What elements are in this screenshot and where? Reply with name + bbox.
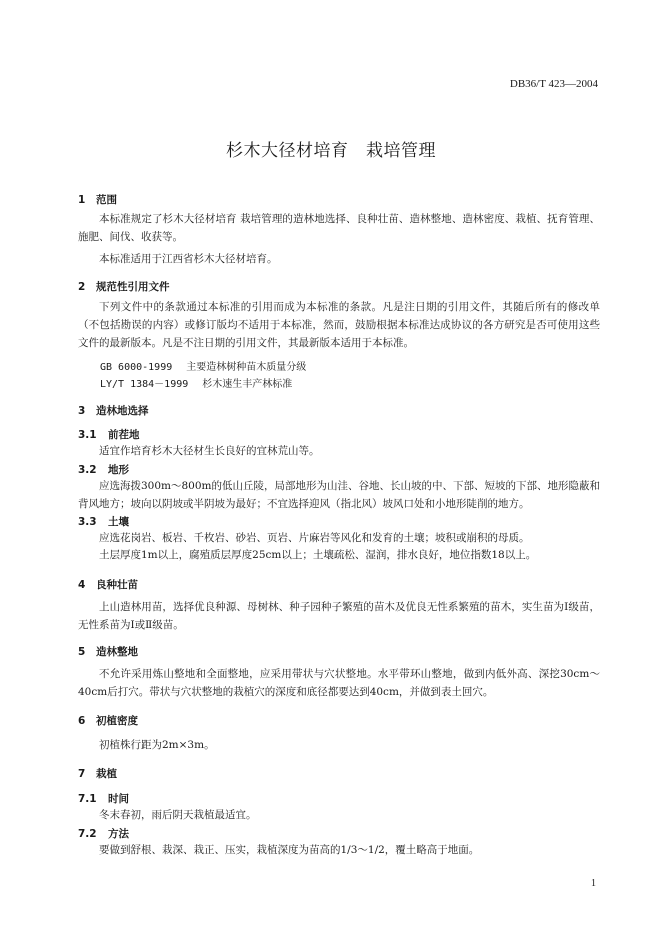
section-number: 1 bbox=[78, 194, 86, 206]
subsection-title: 土壤 bbox=[108, 516, 129, 528]
reference-code: GB 6000-1999 bbox=[100, 362, 173, 373]
subsection-3-1-heading bbox=[78, 427, 140, 442]
section-title: 造林地选择 bbox=[96, 405, 149, 417]
section-title: 造林整地 bbox=[96, 646, 138, 658]
section-number: 2 bbox=[78, 281, 86, 293]
subsection-3-1-paragraph: 适宜作培育杉木大径材生长良好的宜林荒山等。 bbox=[99, 445, 320, 457]
subsection-number: 3.1 bbox=[78, 429, 97, 441]
section-title: 初植密度 bbox=[96, 715, 138, 727]
section-6-heading bbox=[78, 713, 138, 728]
subsection-title: 前茬地 bbox=[108, 429, 140, 441]
reference-title: 杉木速生丰产林标准 bbox=[202, 379, 293, 390]
subsection-7-1-paragraph: 冬末春初，雨后阴天栽植最适宜。 bbox=[99, 809, 257, 821]
subsection-number: 7.1 bbox=[78, 793, 97, 805]
section-title: 良种壮苗 bbox=[96, 579, 138, 591]
reference-item bbox=[100, 358, 306, 373]
subsection-3-3-paragraph-2: 土层厚度1m以上，腐殖质层厚度25cm以上；土壤疏松、湿润，排水良好，地位指数18以上。 bbox=[99, 549, 537, 561]
subsection-number: 3.2 bbox=[78, 464, 97, 476]
subsection-title: 时间 bbox=[108, 793, 129, 805]
subsection-number: 7.2 bbox=[78, 828, 97, 840]
subsection-3-2-paragraph: 应选海拨300m～800m的低山丘陵，局部地形为山洼、谷地、长山坡的中、下部、短坡的下部、地形隐蔽和背风地方；坡向以阴坡或半阴坡为最好；不宜选择迎风（指北风）坡风口处和小地形陡削的地方。 bbox=[78, 480, 600, 510]
subsection-3-2-heading bbox=[78, 462, 129, 477]
section-number: 6 bbox=[78, 715, 86, 727]
section-5-paragraph-1: 不允许采用炼山整地和全面整地，应采用带状与穴状整地。水平带环山整地，做到内低外高、深挖30cm～40cm后打穴。带状与穴状整地的栽植穴的深度和底径都要达到40cm，并做到表土回穴。 bbox=[78, 668, 600, 698]
subsection-7-1-heading bbox=[78, 791, 129, 806]
section-4-heading bbox=[78, 577, 138, 592]
section-title: 范围 bbox=[96, 194, 117, 206]
section-4-paragraph-1: 上山造林用苗，选择优良种源、母树林、种子园种子繁殖的苗木及优良无性系繁殖的苗木，实生苗为Ⅰ级苗，无性系苗为Ⅰ或Ⅱ级苗。 bbox=[78, 601, 600, 631]
section-number: 5 bbox=[78, 646, 86, 658]
reference-code: LY/T 1384－1999 bbox=[100, 379, 189, 390]
section-number: 7 bbox=[78, 768, 86, 780]
reference-item bbox=[100, 375, 292, 390]
section-7-heading bbox=[78, 766, 117, 781]
section-number: 4 bbox=[78, 579, 86, 591]
subsection-3-3-heading bbox=[78, 514, 129, 529]
subsection-3-3-paragraph-1: 应选花岗岩、板岩、千枚岩、砂岩、页岩、片麻岩等风化和发育的土壤；坡积或崩积的母质。 bbox=[99, 532, 530, 544]
document-title: 杉木大径材培育 栽培管理 bbox=[226, 141, 436, 161]
subsection-number: 3.3 bbox=[78, 516, 97, 528]
section-1-paragraph-1: 本标准规定了杉木大径材培育 栽培管理的造林地选择、良种壮苗、造林整地、造林密度、栽植、抚育管理、施肥、间伐、收获等。 bbox=[78, 213, 600, 243]
section-2-paragraph-1: 下列文件中的条款通过本标准的引用而成为本标准的条款。凡是注日期的引用文件，其随后所有的修改单（不包括勘误的内容）或修订版均不适用于本标准，然而，鼓励根据本标准达成协议的各方研究是否可使用这些文件的最新版本。凡是不注日期的引用文件，其最新版本适用于本标准。 bbox=[78, 301, 600, 349]
section-2-heading bbox=[78, 279, 170, 294]
section-5-heading bbox=[78, 644, 138, 659]
subsection-title: 方法 bbox=[108, 828, 129, 840]
section-number: 3 bbox=[78, 405, 86, 417]
reference-title: 主要造林树种苗木质量分级 bbox=[186, 362, 307, 373]
section-title: 规范性引用文件 bbox=[96, 281, 170, 293]
subsection-title: 地形 bbox=[108, 464, 129, 476]
subsection-7-2-heading bbox=[78, 826, 129, 841]
page-number: 1 bbox=[591, 878, 596, 889]
section-1-paragraph-2: 本标准适用于江西省杉木大径材培育。 bbox=[99, 253, 278, 265]
section-1-heading bbox=[78, 192, 117, 207]
section-3-heading bbox=[78, 403, 149, 418]
section-6-paragraph-1: 初植株行距为2m×3m。 bbox=[99, 739, 215, 751]
document-code: DB36/T 423—2004 bbox=[509, 78, 598, 90]
subsection-7-2-paragraph: 要做到舒根、栽深、栽正、压实，栽植深度为苗高的1/3～1/2，覆土略高于地面。 bbox=[99, 844, 480, 856]
section-title: 栽植 bbox=[96, 768, 117, 780]
